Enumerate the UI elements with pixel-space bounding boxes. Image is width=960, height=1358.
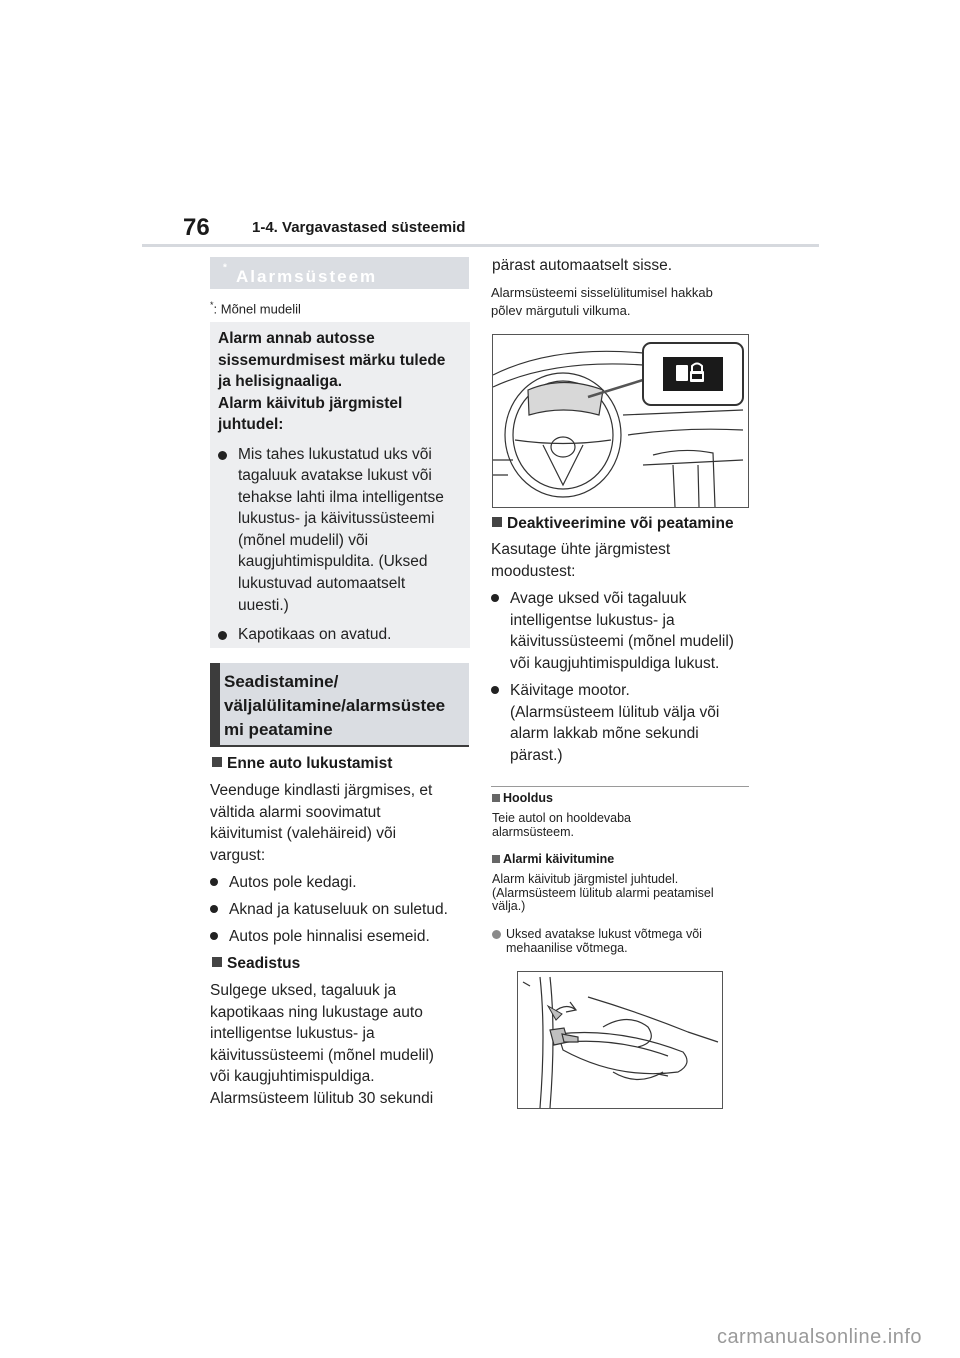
before-locking-title (212, 755, 392, 773)
box-intro-line: sissemurdmisest märku tulede (218, 351, 446, 369)
box-intro-line: Alarm annab autosse (218, 330, 375, 347)
bullet-text: Autos pole kedagi. (229, 874, 357, 891)
box-bullet (218, 624, 460, 646)
heading-line: mi peatamine (224, 720, 333, 739)
bullet-dot-icon (210, 878, 218, 886)
subtitle-text: Deaktiveerimine või peatamine (507, 515, 734, 532)
bullet-text: Autos pole hinnalisi esemeid. (229, 928, 430, 945)
text-line: käivitussüsteemi (mõnel mudelil) (210, 1046, 434, 1064)
door-handle-key-illustration (517, 971, 723, 1109)
bullet-line: Mis tahes lukustatud uks või (238, 445, 432, 463)
trigger-title (492, 852, 614, 866)
deactivate-text (491, 539, 670, 582)
text-line: Kasutage ühte järgmistest (491, 541, 671, 558)
text-line: intelligentse lukustus- ja (210, 1025, 375, 1042)
bullet-item (210, 899, 448, 921)
maintenance-text (492, 812, 631, 839)
text-line: käivitumist (valehäireid) või (210, 825, 397, 842)
footnote-text: : Mõnel mudelil (213, 301, 301, 317)
bullet-line: (Alarmsüsteem lülitub välja või (510, 703, 720, 721)
bullet-line: tehakse lahti ilma intelligentse (238, 488, 444, 506)
bullet-dot-icon (491, 686, 499, 694)
alarm-info-box (210, 322, 470, 648)
square-bullet-icon (492, 794, 500, 802)
indicator-note (491, 284, 713, 320)
bullet-item (491, 588, 734, 674)
square-bullet-icon (212, 757, 222, 767)
bullet-line: uuesti.) (238, 596, 289, 614)
text-line: kapotikaas ning lukustage auto (210, 1003, 423, 1021)
bullet-dot-icon (210, 905, 218, 913)
continued-text: pärast automaatselt sisse. (492, 257, 673, 274)
text-line: välja.) (492, 899, 526, 913)
section-title: 1-4. Vargavastased süsteemid (252, 219, 466, 236)
text-line: Sulgege uksed, tagaluuk ja (210, 982, 397, 999)
dashboard-drawing (493, 335, 748, 507)
text-line: vargust: (210, 846, 266, 864)
heading-asterisk: * (223, 262, 229, 274)
box-intro-line: Alarm käivitub järgmistel (218, 394, 403, 412)
bullet-line: Käivitage mootor. (510, 682, 630, 699)
bullet-line: või kaugjuhtimispuldiga lukust. (510, 654, 720, 672)
text-line: Veenduge kindlasti järgmises, et (210, 782, 433, 799)
note-title-text: Hooldus (503, 791, 553, 805)
square-bullet-icon (492, 855, 500, 863)
watermark: carmanualsonline.info (716, 1326, 922, 1348)
text-line: mehaanilise võtmega. (506, 940, 628, 955)
maintenance-title (492, 791, 553, 805)
heading-line: väljalülitamine/alarmsüstee (224, 696, 446, 715)
square-bullet-icon (492, 517, 502, 527)
alarm-section-heading (210, 257, 469, 289)
bullet-line: pärast.) (510, 746, 563, 764)
text-line: alarmsüsteem. (492, 824, 574, 839)
bullet-line: (mõnel mudelil) või (238, 531, 369, 549)
text-line: või kaugjuhtimispuldiga. (210, 1068, 375, 1085)
subtitle-text: Seadistus (227, 955, 301, 972)
text-line: Alarmsüsteemi sisselülitumisel hakkab (491, 285, 713, 300)
bullet-line: Kapotikaas on avatud. (238, 626, 392, 644)
door-handle-drawing (518, 972, 722, 1108)
text-line: Alarm käivitub järgmistel juhtudel. (492, 872, 679, 886)
setting-text (210, 980, 434, 1109)
bullet-line: intelligentse lukustus- ja (510, 611, 675, 629)
bullet-item (210, 872, 357, 894)
text-line: Uksed avatakse lukust võtmega või (506, 927, 702, 941)
box-intro-line: juhtudel: (218, 416, 284, 433)
bullet-line: tagaluuk avatakse lukust või (238, 467, 432, 485)
footnote-asterisk: * (210, 300, 214, 310)
bullet-line: käivitussüsteemi (mõnel mudelil) (510, 633, 734, 650)
bullet-dot-icon (218, 451, 227, 460)
footnote (210, 300, 301, 316)
setting-title (212, 955, 300, 973)
text-line: vältida alarmi soovimatut (210, 803, 381, 821)
dashboard-indicator-illustration (492, 334, 749, 508)
header-rule (142, 244, 819, 247)
setup-section-heading (210, 663, 469, 747)
bullet-line: lukustus- ja käivitussüsteemi (238, 510, 435, 528)
text-line: põlev märgutuli vilkuma. (491, 303, 631, 318)
page-number: 76 (183, 214, 210, 241)
square-bullet-icon (212, 957, 222, 967)
box-bullet (218, 444, 460, 617)
bullet-dot-icon (218, 631, 227, 640)
note-title-text: Alarmi käivitumine (503, 852, 615, 866)
notes-divider (491, 786, 749, 787)
bullet-line: Avage uksed või tagaluuk (510, 590, 687, 607)
bullet-dot-icon (491, 594, 499, 602)
bullet-line: alarm lakkab mõne sekundi (510, 725, 699, 742)
text-line: moodustest: (491, 562, 576, 580)
subtitle-text: Enne auto lukustamist (227, 755, 393, 772)
bullet-item (210, 926, 430, 948)
text-line: (Alarmsüsteem lülitub alarmi peatamisel (492, 885, 714, 900)
text-line: Teie autol on hooldevaba (492, 811, 632, 825)
trigger-text (492, 873, 714, 914)
deactivate-title (492, 515, 734, 533)
bullet-dot-icon (210, 932, 218, 940)
text-line: Alarmsüsteem lülitub 30 sekundi (210, 1089, 434, 1107)
bullet-text: Aknad ja katuseluuk on suletud. (229, 901, 448, 918)
bullet-line: kaugjuhtimispuldita. (Uksed (238, 553, 428, 571)
trigger-bullet (492, 928, 702, 955)
heading-line: Seadistamine/ (224, 672, 339, 691)
bullet-item (491, 680, 719, 766)
bullet-line: lukustuvad automaatselt (238, 575, 406, 593)
before-locking-text (210, 780, 432, 866)
alarm-heading-text: Alarmsüsteem (236, 267, 378, 286)
box-intro-line: ja helisignaaliga. (218, 373, 343, 390)
bullet-dot-icon (492, 930, 501, 939)
